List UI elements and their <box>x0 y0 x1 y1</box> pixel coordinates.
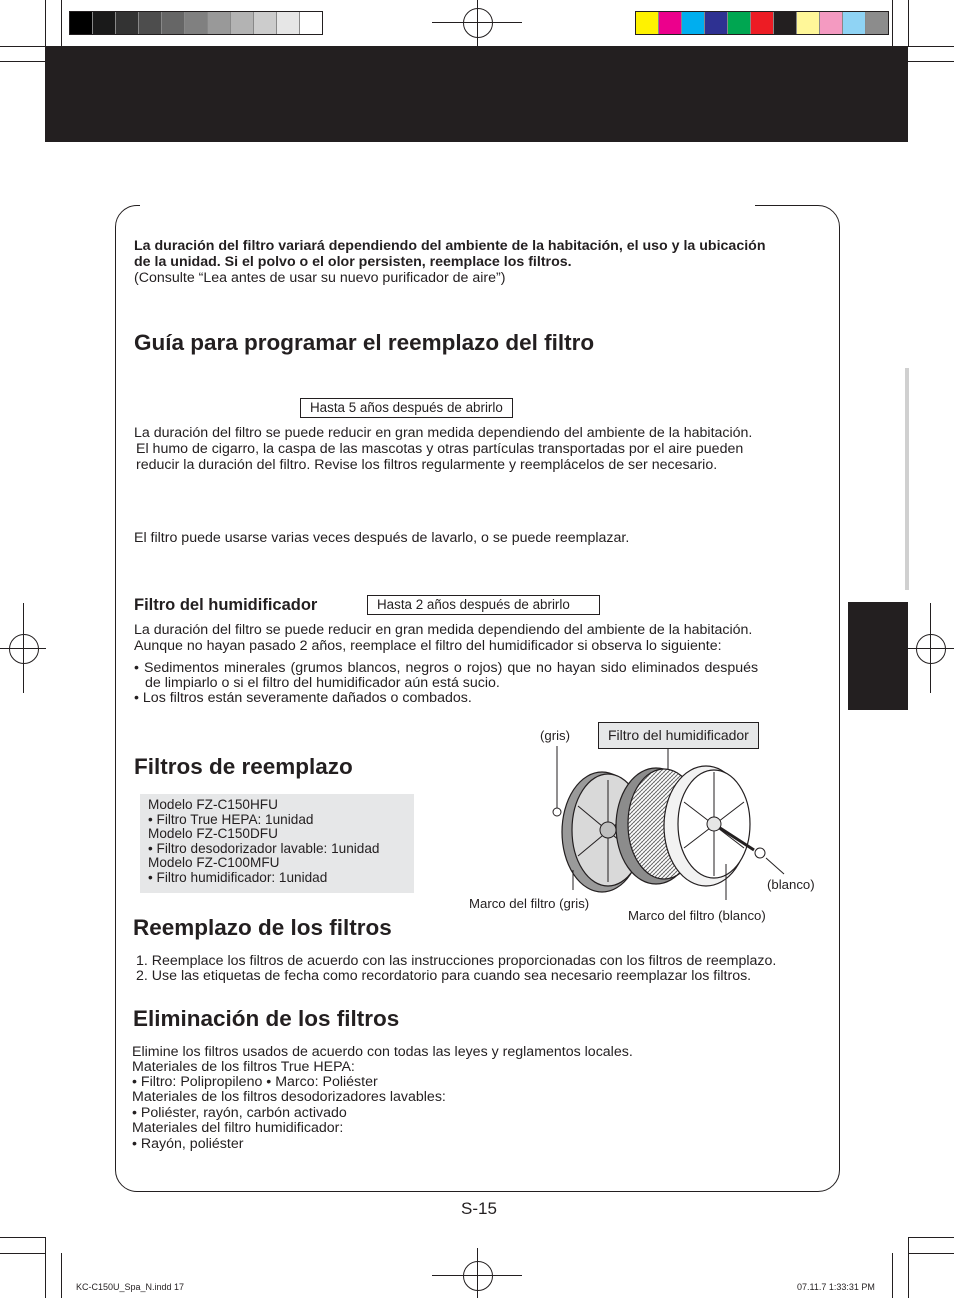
model-list-line: Modelo FZ-C150HFU <box>148 797 278 812</box>
model-list-line: Modelo FZ-C150DFU <box>148 826 278 842</box>
gray-swatch <box>231 12 254 34</box>
humidifier-filter-label: Filtro del humidificador <box>598 722 759 749</box>
gray-swatch <box>139 12 162 34</box>
humidifier-text-line: Aunque no hayan pasado 2 años, reemplace el filtro del humidificador si observa lo siguiente: <box>134 638 722 654</box>
color-swatch-bar <box>635 11 889 35</box>
intro-note: (Consulte “Lea antes de usar su nuevo purificador de aire”) <box>134 270 506 286</box>
model-list-box <box>140 794 414 893</box>
gray-swatch <box>254 12 277 34</box>
color-swatch <box>705 12 728 34</box>
disposal-line: Materiales de los filtros True HEPA: <box>132 1059 355 1075</box>
gray-swatch <box>277 12 300 34</box>
humidifier-duration-badge: Hasta 2 años después de abrirlo <box>367 595 600 615</box>
gray-swatch <box>70 12 93 34</box>
file-slug: KC-C150U_Spa_N.indd 17 <box>76 1282 185 1292</box>
gray-swatch <box>93 12 116 34</box>
humidifier-heading: Filtro del humidificador <box>134 596 318 614</box>
intro-bold-line-2: de la unidad. Si el polvo o el olor persisten, reemplace los filtros. <box>134 254 572 270</box>
section-side-tab <box>848 602 908 710</box>
gray-swatch <box>116 12 139 34</box>
side-strip <box>905 368 909 590</box>
deodorizer-text: El filtro puede usarse varias veces después de lavarlo, o se puede reemplazar. <box>134 530 630 546</box>
color-swatch <box>751 12 774 34</box>
color-swatch <box>820 12 843 34</box>
hepa-text-line: La duración del filtro se puede reducir en gran medida dependiendo del ambiente de la habitación. <box>134 425 753 441</box>
model-list-line: • Filtro humidificador: 1unidad <box>148 869 328 885</box>
color-swatch <box>728 12 751 34</box>
model-list-line: • Filtro desodorizador lavable: 1unidad <box>148 840 380 856</box>
gray-swatch <box>162 12 185 34</box>
label-blanco: (blanco) <box>767 877 815 892</box>
gray-swatch <box>300 12 322 34</box>
disposal-line: Materiales de los filtros desodorizadores lavables: <box>132 1089 446 1105</box>
color-swatch <box>636 12 659 34</box>
filter-exploded-diagram <box>540 740 830 900</box>
guide-title: Guía para programar el reemplazo del filtro <box>134 330 595 355</box>
label-frame-blanco: Marco del filtro (blanco) <box>628 908 766 923</box>
humidifier-bullet: • Los filtros están severamente dañados o combados. <box>134 690 472 706</box>
model-list-line: • Filtro True HEPA: 1unidad <box>148 811 314 827</box>
gray-swatch <box>185 12 208 34</box>
hepa-duration-badge: Hasta 5 años después de abrirlo <box>300 398 513 418</box>
grayscale-swatch-bar <box>69 11 323 35</box>
hepa-text-line: El humo de cigarro, la caspa de las mascotas y otras partículas transportadas por el aire pueden <box>136 441 744 457</box>
humidifier-text-line: La duración del filtro se puede reducir en gran medida dependiendo del ambiente de la habitación. <box>134 622 753 638</box>
color-swatch <box>797 12 820 34</box>
color-swatch <box>682 12 705 34</box>
intro-bold-line-1: La duración del filtro variará dependiendo del ambiente de la habitación, el uso y la ubicación <box>134 238 766 254</box>
humidifier-bullet-continuation: de limpiarlo o si el filtro del humidificador aún está sucio. <box>145 675 500 691</box>
disposal-title: Eliminación de los filtros <box>133 1006 400 1031</box>
disposal-line: • Poliéster, rayón, carbón activado <box>132 1105 347 1121</box>
panel-top-gap <box>140 200 755 212</box>
color-swatch <box>659 12 682 34</box>
color-swatch <box>774 12 797 34</box>
replacing-step: 2. Use las etiquetas de fecha como recordatorio para cuando sea necesario reemplazar los filtros. <box>136 968 752 984</box>
label-gris: (gris) <box>540 728 571 743</box>
white-filter-frame <box>664 766 765 886</box>
model-list-line: Modelo FZ-C100MFU <box>148 855 280 871</box>
gray-swatch <box>208 12 231 34</box>
replacing-step: 1. Reemplace los filtros de acuerdo con las instrucciones proporcionadas con los filtros de reemplazo. <box>136 953 777 969</box>
timestamp-slug: 07.11.7 1:33:31 PM <box>797 1282 875 1292</box>
label-frame-gris: Marco del filtro (gris) <box>469 896 590 911</box>
disposal-line: Materiales del filtro humidificador: <box>132 1120 344 1136</box>
leader-blanco <box>766 858 784 874</box>
replacing-title: Reemplazo de los filtros <box>133 915 392 940</box>
disposal-line: • Filtro: Polipropileno • Marco: Poliéster <box>132 1074 378 1090</box>
disposal-line: • Rayón, poliéster <box>132 1136 244 1152</box>
humidifier-bullet: • Sedimentos minerales (grumos blancos, negros o rojos) que no hayan sido eliminados después <box>134 660 759 676</box>
page-number: S-15 <box>461 1199 497 1218</box>
disposal-line: Elimine los filtros usados de acuerdo con todas las leyes y reglamentos locales. <box>132 1044 633 1060</box>
replacement-filters-title: Filtros de reemplazo <box>134 754 353 779</box>
color-swatch <box>866 12 888 34</box>
hepa-text-line: reducir la duración del filtro. Revise los filtros regularmente y reemplácelos de ser necesario. <box>136 457 718 473</box>
color-swatch <box>843 12 866 34</box>
header-band <box>45 46 908 142</box>
